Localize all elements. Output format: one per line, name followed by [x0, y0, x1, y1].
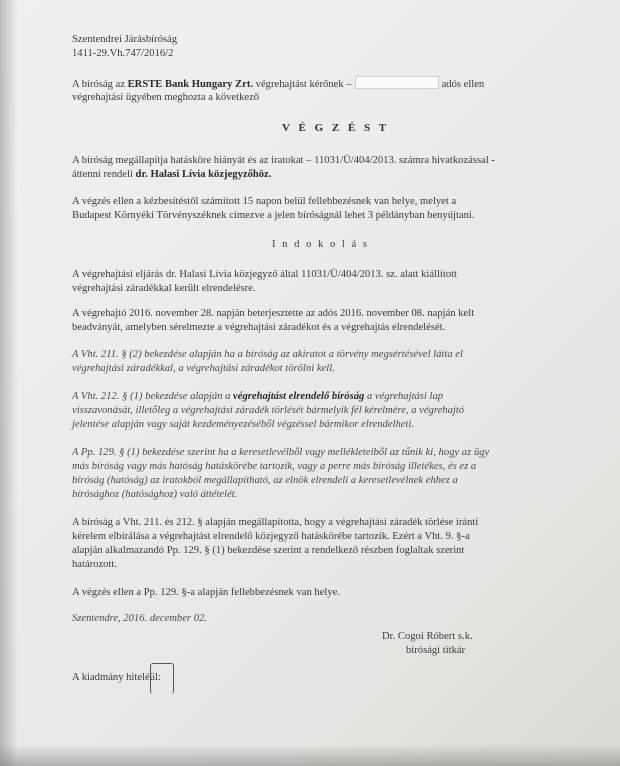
reasons-p7: A végzés ellen a Pp. 129. §-a alapján fellebbezésnek van helye. [72, 587, 340, 598]
creditor-name: ERSTE Bank Hungary Zrt. [127, 79, 254, 90]
reasons-p4-line-3: jelentése alapján vagy saját kezdeményezéséből végzéssel bármikor elrendelheti. [72, 419, 415, 430]
reasons-p6-line-1: A bíróság a Vht. 211. és 212. § alapján megállapította, hogy a végrehajtási záradék törlése iránti [72, 517, 479, 528]
redacted-debtor-name [355, 76, 439, 89]
reasons-p5-line-3: bíróság (hatóság) az iratokból megállapítható, az elnök elrendeli a keresetlevélnek ehhez a [72, 475, 458, 486]
appeal-line-1: A végzés ellen a kézbesítéstől számított 15 napon belül fellebbezésnek van helye, melyet a [72, 196, 457, 207]
decision-prefix: áttenni rendeli [72, 169, 133, 180]
reasons-p2-line-2: beadványát, amelyben sérelmezte a végrehajtási záradékot és a végrehajtás elrendelését. [72, 322, 446, 333]
reasons-p1-line-2: végrehajtási záradékkal került elrendelésre. [72, 283, 256, 294]
document-title: V É G Z É S T [282, 122, 390, 134]
stamp-mark [150, 663, 174, 694]
reasons-p3-line-1: A Vht. 211. § (2) bekezdése alapján ha a bíróság az akiratot a törvény megsértésével látta el [72, 349, 463, 360]
decision-line-2 [72, 168, 271, 182]
court-name: Szentendrei Járásbíróság [72, 34, 178, 45]
reasons-p4-line-2: visszavonását, illetőleg a végrehajtási záradék törlését bármelyik fél kérelmére, a végrehajtó [72, 405, 465, 416]
reasons-p3-line-2: végrehajtási záradékkal, a végrehajtási záradékot törölni kell. [72, 363, 335, 374]
notary-name: dr. Halasi Lívia közjegyzőhöz. [135, 169, 272, 180]
p4-suffix: a végrehajtási lap [366, 391, 444, 402]
intro-suffix: adós ellen [441, 79, 485, 90]
reasons-p4-line-1 [72, 390, 443, 404]
reasons-p5-line-2: más bíróság vagy más hatóság hatáskörébe tartozik, vagy a perre más bíróság illetékes, és ez a [72, 461, 477, 472]
reasons-p1-line-1: A végrehajtási eljárás dr. Halasi Lívia közjegyző által 11031/Ü/404/2013. sz. alatt kiállított [72, 269, 458, 280]
reasons-p5-line-1: A Pp. 129. § (1) bekezdése szerint ha a keresetlevélből vagy mellékleteiből az tűnik ki, hogy az ügy [72, 447, 490, 458]
certification-label: A kiadmány hiteléül: [72, 672, 161, 683]
reasons-p6-line-2: kérelem elbírálása a végrehajtást elrendelő közjegyző hatáskörébe tartozik. Ezért a Vht. 9. §-a [72, 531, 470, 542]
intro-middle: végrehajtást kérőnek – [255, 79, 352, 90]
p4-prefix: A Vht. 212. § (1) bekezdése alapján a [72, 391, 231, 402]
intro-line-1 [72, 76, 484, 92]
p4-bold: végrehajtást elrendelő bíróság [233, 391, 365, 402]
intro-prefix: A bíróság az [72, 79, 125, 90]
reasons-p2-line-1: A végrehajtó 2016. november 28. napján beterjesztette az adós 2016. november 08. napján kelt [72, 308, 475, 319]
page-bottom-shadow [0, 744, 620, 766]
decision-line-1: A bíróság megállapítja hatásköre hiányát és az iratokat – 11031/Ü/404/2013. számra hivatkozással - [72, 155, 495, 166]
reasons-heading: I n d o k o l á s [272, 239, 369, 250]
signer-name: Dr. Cogoi Róbert s.k. [382, 631, 473, 642]
signer-title: bírósági titkár [406, 645, 466, 656]
reasons-p6-line-3: alapján alkalmazandó Pp. 129. § (1) bekezdése szerint a rendelkező részben foglaltak szerint [72, 545, 465, 556]
reasons-p5-line-4: bírósághoz (hatósághoz) való áttételét. [72, 489, 238, 500]
case-number: 1411-29.Vh.747/2016/2 [72, 48, 174, 59]
appeal-line-2: Budapest Környéki Törvényszéknek címezve a jelen bíróságnál lehet 3 példányban benyújtani. [72, 210, 475, 221]
reasons-p6-line-4: határozott. [72, 559, 118, 570]
place-date: Szentendre, 2016. december 02. [72, 613, 207, 624]
page-shadow [0, 0, 18, 766]
intro-line-2: végrehajtási ügyében meghozta a következő [72, 92, 260, 103]
